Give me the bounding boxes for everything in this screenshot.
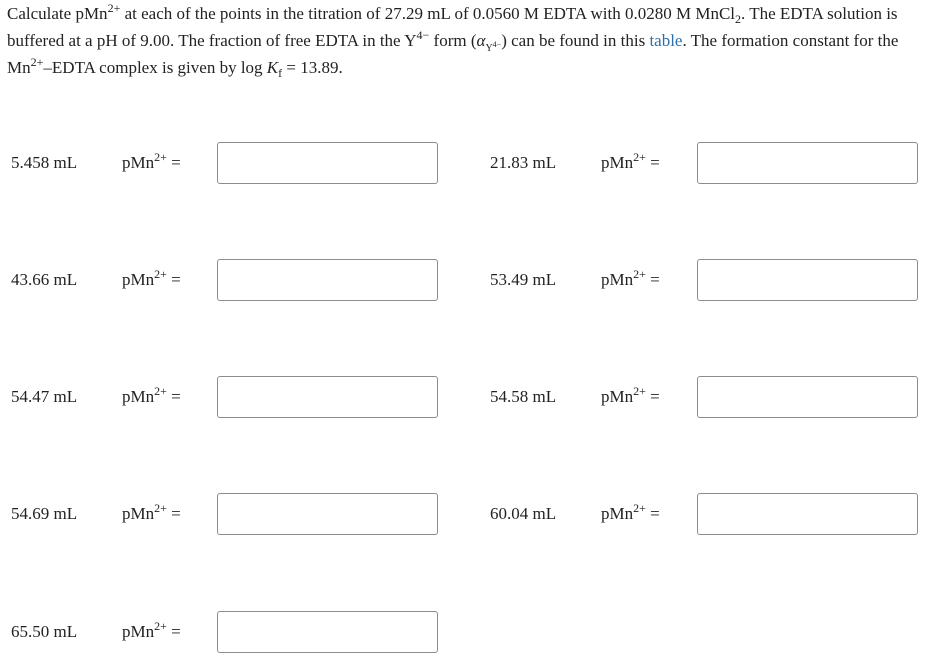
volume-label: 60.04 mL	[490, 504, 557, 523]
question-part: –EDTA complex is given by log	[43, 58, 267, 77]
subscript: 2	[735, 12, 742, 26]
equals-sign: =	[171, 387, 181, 406]
titration-point-9	[11, 611, 441, 653]
question-part: . The EDTA solution is buffered at a pH of 9.00. The fraction of free EDTA in the Y	[7, 4, 898, 50]
pmn-label	[122, 376, 181, 418]
pmn-label	[122, 611, 181, 653]
question-part: = 13.89.	[282, 58, 343, 77]
titration-point-1	[11, 142, 441, 184]
pmn-label	[601, 142, 660, 184]
volume-label: 5.458 mL	[11, 153, 78, 172]
equals-sign: =	[650, 270, 660, 289]
subscript-superscript: 4−	[492, 40, 502, 49]
pmn-answer-input[interactable]	[217, 142, 438, 184]
question-part: at each of the points in the titration of 27.29 mL of 0.0560 M EDTA with 0.0280 M MnCl	[120, 4, 736, 23]
equals-sign: =	[171, 622, 181, 641]
equals-sign: =	[171, 153, 181, 172]
volume-label: 65.50 mL	[11, 622, 78, 641]
titration-point-4	[490, 259, 920, 301]
alpha-symbol: α	[476, 31, 486, 50]
titration-point-5	[11, 376, 441, 418]
pmn-text: pMn	[601, 387, 634, 406]
pmn-charge: 2+	[633, 384, 646, 398]
equals-sign: =	[650, 387, 660, 406]
superscript: 4−	[416, 28, 430, 42]
titration-point-2	[490, 142, 920, 184]
titration-point-6	[490, 376, 920, 418]
pmn-charge: 2+	[154, 384, 167, 398]
equals-sign: =	[171, 270, 181, 289]
pmn-answer-input[interactable]	[217, 611, 438, 653]
pmn-charge: 2+	[154, 150, 167, 164]
alpha-subscript	[485, 40, 502, 54]
pmn-charge: 2+	[633, 150, 646, 164]
equals-sign: =	[650, 504, 660, 523]
pmn-answer-input[interactable]	[697, 376, 918, 418]
pmn-text: pMn	[601, 153, 634, 172]
pmn-label	[122, 142, 181, 184]
titration-point-3	[11, 259, 441, 301]
pmn-text: pMn	[122, 153, 155, 172]
pmn-text: pMn	[122, 387, 155, 406]
pmn-label	[601, 376, 660, 418]
kf-symbol: K	[266, 58, 279, 77]
pmn-charge: 2+	[633, 501, 646, 515]
pmn-text: pMn	[122, 622, 155, 641]
pmn-label	[122, 493, 181, 535]
pmn-answer-input[interactable]	[217, 376, 438, 418]
question-part: ) can be found in this	[501, 31, 650, 50]
volume-label: 54.47 mL	[11, 387, 78, 406]
titration-point-7	[11, 493, 441, 535]
subscript-base: Y	[485, 43, 493, 54]
volume-label: 54.58 mL	[490, 387, 557, 406]
titration-point-8	[490, 493, 920, 535]
question-part: form (	[429, 31, 477, 50]
volume-label: 54.69 mL	[11, 504, 78, 523]
table-link[interactable]: table	[649, 31, 683, 50]
question-text	[7, 0, 932, 81]
volume-label: 53.49 mL	[490, 270, 557, 289]
pmn-text: pMn	[601, 270, 634, 289]
superscript: 2+	[107, 1, 121, 15]
pmn-charge: 2+	[633, 267, 646, 281]
superscript: 2+	[30, 55, 44, 69]
question-part: . The formation constant for the Mn	[7, 31, 899, 77]
subscript: f	[278, 66, 283, 80]
pmn-answer-input[interactable]	[697, 142, 918, 184]
question-part: Calculate pMn	[7, 4, 108, 23]
pmn-answer-input[interactable]	[217, 493, 438, 535]
pmn-answer-input[interactable]	[697, 259, 918, 301]
equals-sign: =	[171, 504, 181, 523]
pmn-text: pMn	[122, 504, 155, 523]
volume-label: 21.83 mL	[490, 153, 557, 172]
pmn-answer-input[interactable]	[217, 259, 438, 301]
equals-sign: =	[650, 153, 660, 172]
pmn-text: pMn	[601, 504, 634, 523]
pmn-label	[122, 259, 181, 301]
pmn-label	[601, 259, 660, 301]
pmn-label	[601, 493, 660, 535]
volume-label: 43.66 mL	[11, 270, 78, 289]
pmn-text: pMn	[122, 270, 155, 289]
pmn-answer-input[interactable]	[697, 493, 918, 535]
pmn-charge: 2+	[154, 501, 167, 515]
pmn-charge: 2+	[154, 267, 167, 281]
pmn-charge: 2+	[154, 619, 167, 633]
